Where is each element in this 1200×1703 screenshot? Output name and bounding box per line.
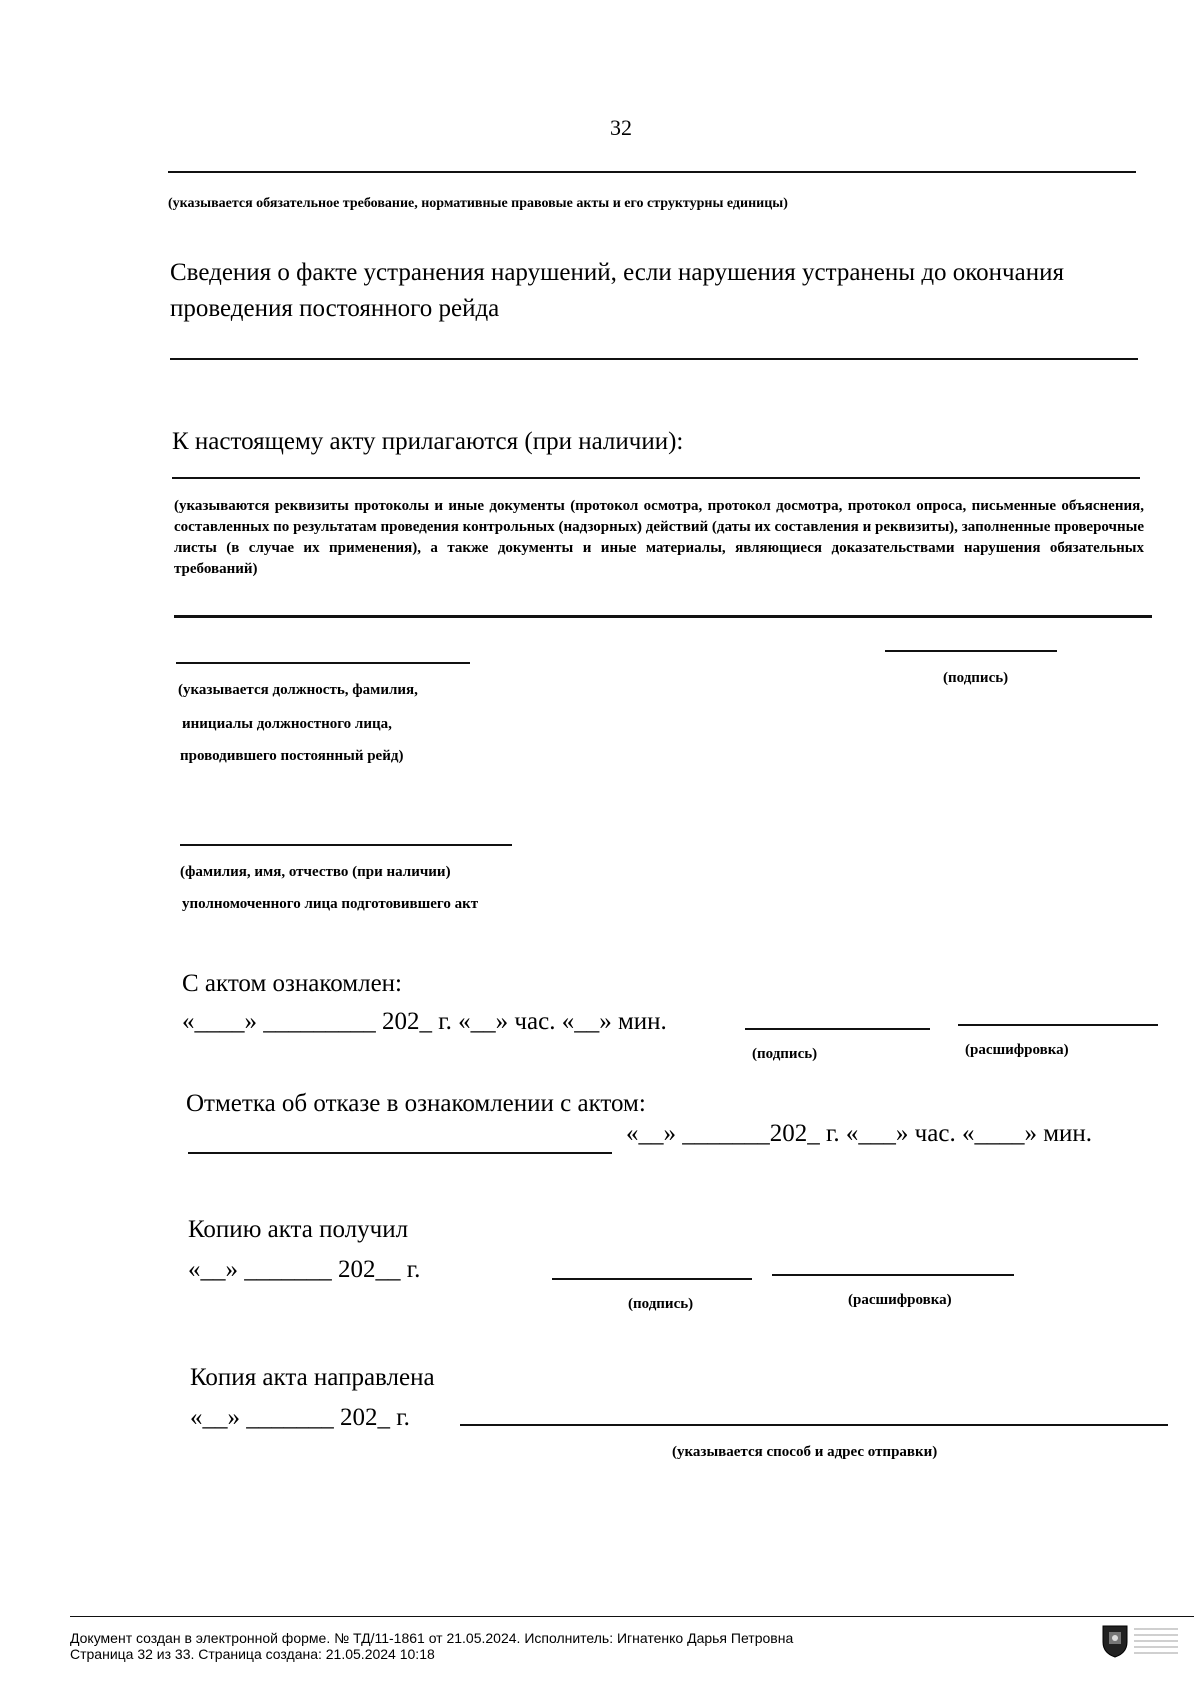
remedy-line — [170, 358, 1138, 360]
official-caption-3: проводившего постоянный рейд) — [180, 748, 404, 764]
copy-received-heading: Копию акта получил — [188, 1216, 409, 1243]
official-signature-line — [885, 650, 1057, 652]
refusal-date-line: «__» _______202_ г. «___» час. «____» мин. — [626, 1120, 1093, 1147]
preparer-caption-2: уполномоченного лица подготовившего акт — [182, 896, 479, 912]
footer-line-2: Страница 32 из 33. Страница создана: 21.05.2024 10:18 — [70, 1646, 435, 1662]
seal-text-decoration — [1134, 1628, 1178, 1654]
copy-sent-heading: Копия акта направлена — [190, 1364, 435, 1391]
preparer-caption-1: (фамилия, имя, отчество (при наличии) — [180, 864, 451, 880]
remedy-heading: Сведения о факте устранения нарушений, если нарушения устранены до окончания проведения постоянного рейда — [170, 259, 1064, 322]
requirement-caption: (указывается обязательное требование, нормативные правовые акты и его структурны единицы) — [168, 196, 788, 211]
acquainted-date-line: «____» _________ 202_ г. «__» час. «__» мин. — [182, 1008, 667, 1035]
official-line — [176, 662, 470, 664]
acquainted-heading: С актом ознакомлен: — [182, 970, 402, 997]
copy-sent-method-line — [460, 1424, 1168, 1426]
acquainted-decoding-caption: (расшифровка) — [965, 1042, 1069, 1058]
refusal-heading: Отметка об отказе в ознакомлении с актом: — [186, 1090, 646, 1117]
attachments-end-line — [174, 615, 1152, 618]
page-number: 32 — [610, 115, 632, 140]
copy-received-date-line: «__» _______ 202__ г. — [188, 1256, 421, 1283]
acquainted-signature-line — [745, 1028, 930, 1030]
copy-received-decoding-line — [772, 1274, 1014, 1276]
attachments-heading: К настоящему акту прилагаются (при наличии): — [172, 428, 684, 455]
copy-received-decoding-caption: (расшифровка) — [848, 1292, 952, 1308]
footer-text — [70, 1630, 793, 1662]
copy-received-signature-line — [552, 1278, 752, 1280]
copy-received-signature-caption: (подпись) — [628, 1296, 694, 1312]
copy-sent-method-caption: (указывается способ и адрес отправки) — [672, 1444, 938, 1460]
preparer-line — [180, 844, 512, 846]
copy-sent-date-line: «__» _______ 202_ г. — [190, 1404, 410, 1431]
attachments-line — [172, 477, 1140, 479]
official-caption-1: (указывается должность, фамилия, — [178, 682, 418, 698]
attachments-caption: (указываются реквизиты протоколы и иные документы (протокол осмотра, протокол досмотра, протокол опроса, письменные объяснения, составленных по результатам проведения контрольных (надзорных) действий (даты их составления и реквизиты), заполненные проверочные листы (в случае их применения), а также документы и иные материалы, являющиеся доказательствами нарушения обязательных требований) — [174, 498, 1144, 577]
requirement-line — [168, 171, 1136, 173]
footer-line — [70, 1616, 1194, 1617]
official-signature-caption: (подпись) — [943, 670, 1009, 686]
acquainted-decoding-line — [958, 1024, 1158, 1026]
refusal-line — [188, 1152, 612, 1154]
footer-line-1: Документ создан в электронной форме. № ТД/11-1861 от 21.05.2024. Исполнитель: Игнатенко Дарья Петровна — [70, 1630, 794, 1646]
acquainted-signature-caption: (подпись) — [752, 1046, 818, 1062]
official-caption-2: инициалы должностного лица, — [182, 716, 392, 732]
coat-of-arms-icon — [1100, 1622, 1130, 1658]
